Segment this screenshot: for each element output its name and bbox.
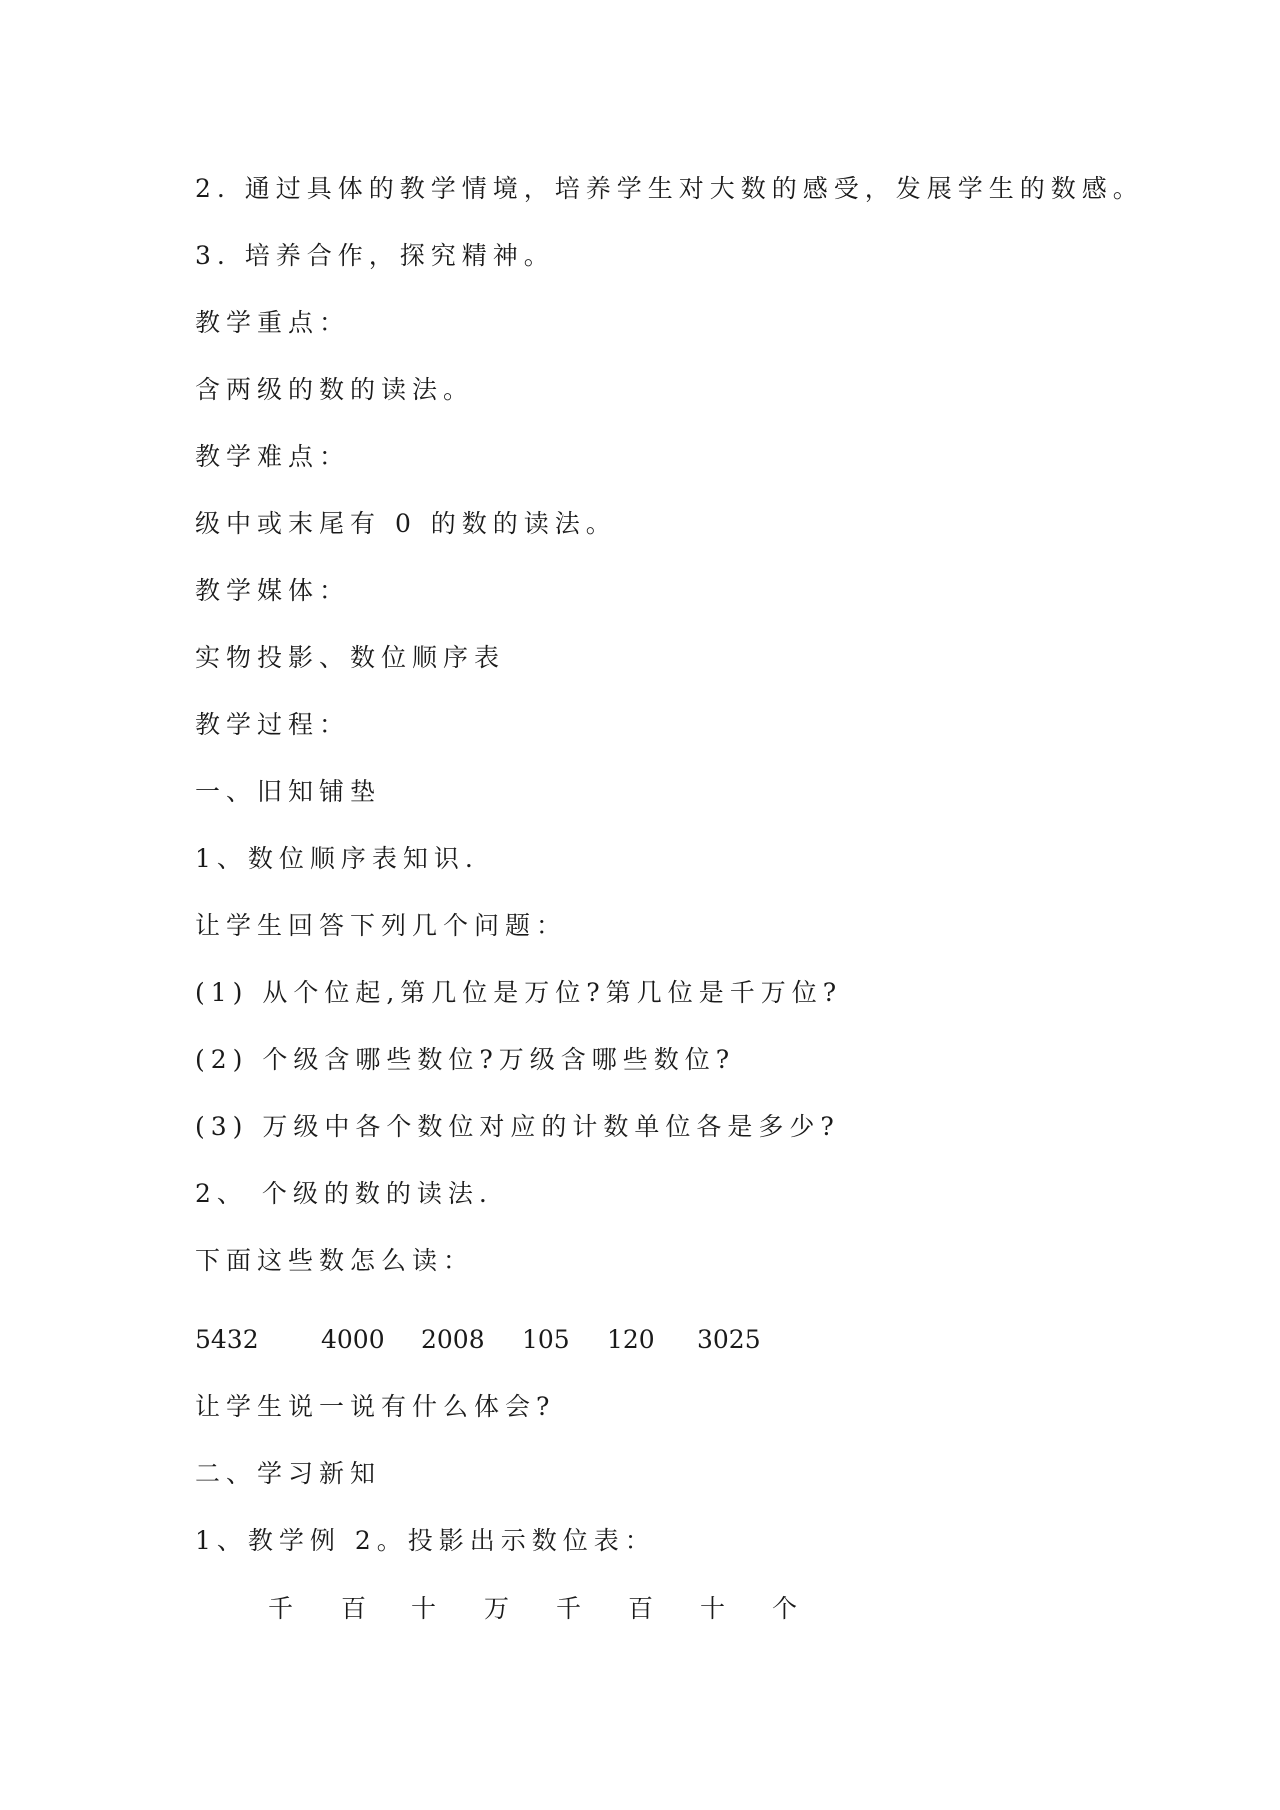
number-item: 5432 (195, 1325, 259, 1354)
place-value-header-row (0, 1592, 1280, 1626)
number-item: 4000 (321, 1325, 385, 1354)
place-value-cell: 百 (341, 1594, 367, 1623)
reflection-prompt: 让学生说一说有什么体会? (195, 1392, 556, 1421)
read-prompt: 下面这些数怎么读： (195, 1246, 475, 1275)
objective-3: 3. 培养合作，探究精神。 (195, 241, 555, 270)
question-prompt: 让学生回答下列几个问题： (195, 911, 568, 940)
objective-2: 2. 通过具体的教学情境，培养学生对大数的感受，发展学生的数感。 (195, 174, 1144, 203)
place-value-cell: 千 (268, 1594, 294, 1623)
question-3: (3) 万级中各个数位对应的计数单位各是多少? (195, 1112, 840, 1141)
question-2: (2) 个级含哪些数位?万级含哪些数位? (195, 1045, 736, 1074)
heading-key-points: 教学重点： (195, 308, 351, 337)
number-item: 105 (522, 1325, 570, 1354)
section-1-heading: 一、旧知铺垫 (195, 777, 382, 806)
place-value-cell: 个 (772, 1594, 798, 1623)
difficulties-text: 级中或末尾有 0 的数的读法。 (195, 509, 617, 538)
heading-process: 教学过程： (195, 710, 351, 739)
section-2-heading: 二、学习新知 (195, 1459, 382, 1488)
place-value-cell: 十 (700, 1594, 726, 1623)
heading-media: 教学媒体： (195, 576, 351, 605)
place-value-cell: 千 (556, 1594, 582, 1623)
item-1: 1、数位顺序表知识. (195, 844, 479, 873)
item-2: 2、 个级的数的读法. (195, 1179, 493, 1208)
question-1: (1) 从个位起,第几位是万位?第几位是千万位? (195, 978, 843, 1007)
number-item: 2008 (421, 1325, 485, 1354)
heading-difficulties: 教学难点： (195, 442, 351, 471)
media-text: 实物投影、数位顺序表 (195, 643, 506, 672)
place-value-cell: 百 (628, 1594, 654, 1623)
number-item: 3025 (697, 1325, 761, 1354)
place-value-cell: 万 (484, 1594, 510, 1623)
key-points-text: 含两级的数的读法。 (195, 375, 475, 404)
example-2-intro: 1、教学例 2。投影出示数位表： (195, 1526, 656, 1555)
number-item: 120 (607, 1325, 655, 1354)
place-value-cell: 十 (411, 1594, 437, 1623)
